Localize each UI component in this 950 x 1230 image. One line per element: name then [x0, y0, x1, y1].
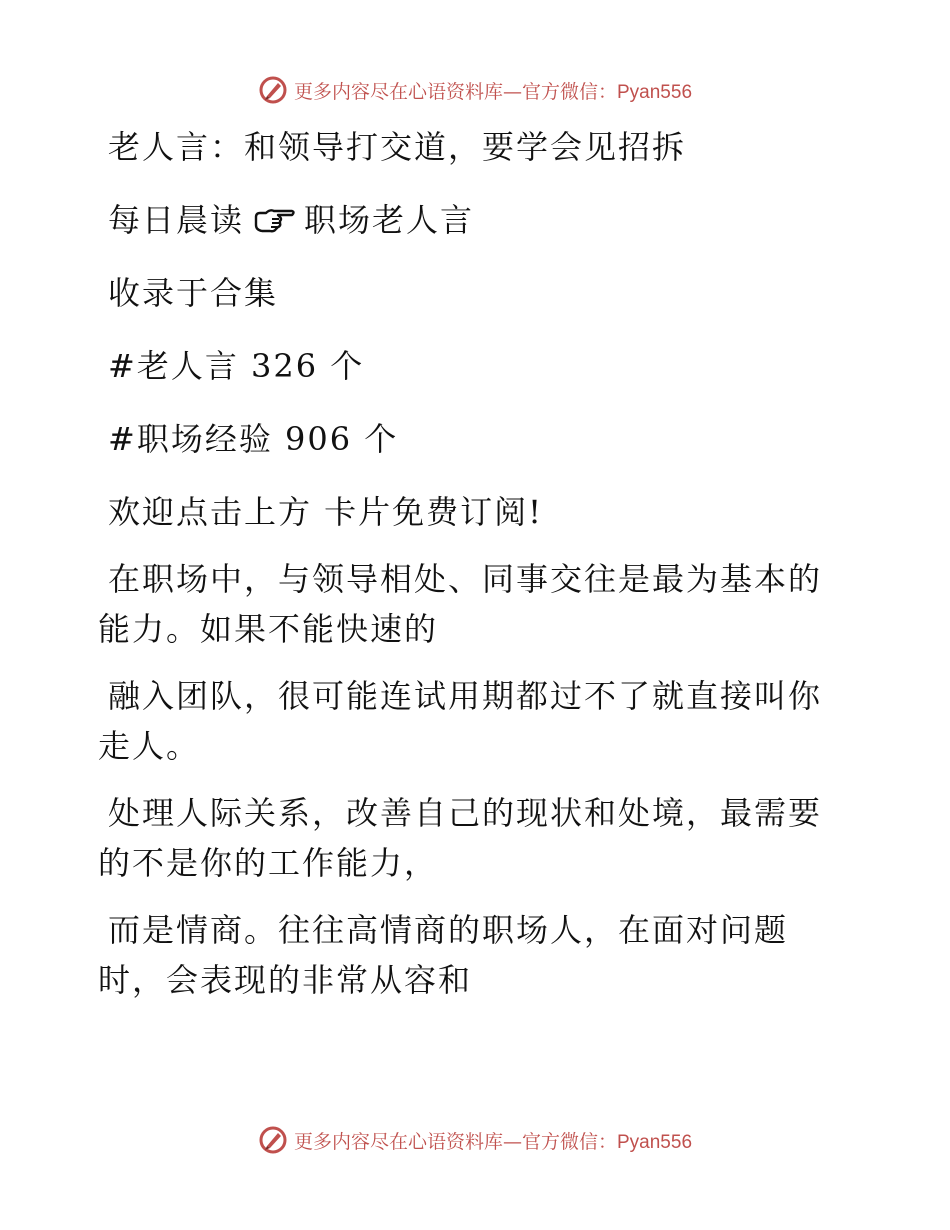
watermark-site-text: 更多内容尽在心语资料库	[293, 80, 503, 103]
paragraph-line: 融入团队，很可能连试用期都过不了就直接叫你	[108, 677, 823, 715]
series-prefix: 每日晨读	[108, 201, 245, 239]
subscribe-line: 欢迎点击上方 卡片免费订阅!	[108, 493, 544, 531]
watermark-text	[294, 77, 692, 104]
paragraph-2	[98, 671, 838, 771]
watermark-banner-bottom	[0, 1120, 950, 1160]
paragraph-1	[98, 554, 838, 654]
paragraph-4	[98, 905, 838, 1005]
series-line	[98, 195, 838, 245]
pointing-hand-icon	[252, 205, 296, 235]
tag-zhichang[interactable]: #职场经验 906 个	[108, 420, 399, 458]
watermark-text	[294, 1127, 692, 1154]
paragraph-line: 时，会表现的非常从容和	[98, 961, 473, 999]
collection-label: 收录于合集	[108, 274, 279, 312]
watermark-banner-top	[0, 70, 950, 110]
watermark-wechat-label: 官方微信：	[521, 80, 617, 103]
paragraph-line: 走人。	[98, 727, 201, 765]
brush-pen-logo-icon	[258, 1125, 288, 1155]
paragraph-line: 而是情商。往往高情商的职场人，在面对问题	[108, 911, 789, 949]
series-name: 职场老人言	[304, 201, 475, 239]
article-body	[98, 122, 838, 1005]
brush-pen-logo-icon	[258, 75, 288, 105]
paragraph-line: 的不是你的工作能力，	[98, 844, 439, 882]
paragraph-line: 能力。如果不能快速的	[98, 610, 439, 648]
watermark-dash: —	[502, 80, 522, 103]
paragraph-line: 处理人际关系，改善自己的现状和处境，最需要	[108, 794, 823, 832]
paragraph-line: 在职场中，与领导相处、同事交往是最为基本的	[108, 560, 823, 598]
watermark-wechat-label: 官方微信：	[521, 1130, 617, 1153]
watermark-wechat-id: Pyan556	[617, 81, 693, 103]
watermark-site-text: 更多内容尽在心语资料库	[293, 1130, 503, 1153]
watermark-dash: —	[502, 1130, 522, 1153]
tag-laorenyan[interactable]: #老人言 326 个	[108, 347, 365, 385]
paragraph-3	[98, 788, 838, 888]
article-title: 老人言：和领导打交道，要学会见招拆	[108, 128, 687, 166]
watermark-wechat-id: Pyan556	[617, 1131, 693, 1153]
